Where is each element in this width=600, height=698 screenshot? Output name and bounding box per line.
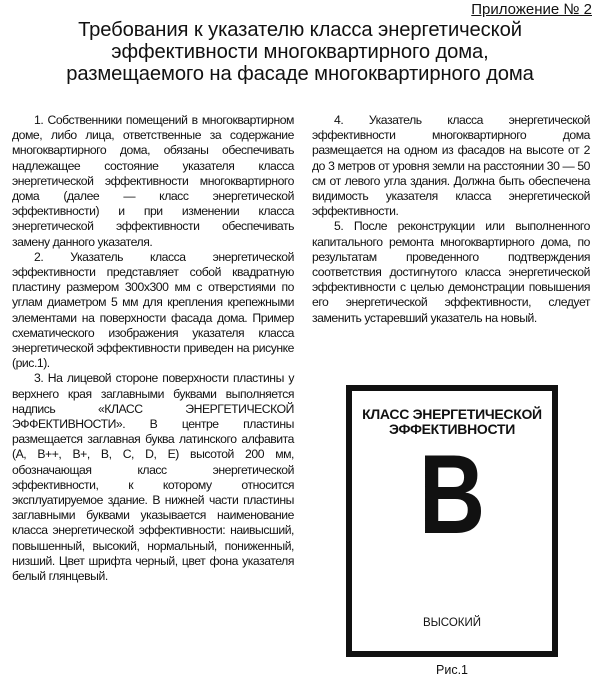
plate-heading-line: ЭФФЕКТИВНОСТИ: [389, 421, 515, 437]
class-name: ВЫСОКИЙ: [422, 617, 482, 629]
title-line: эффективности многоквартирного дома,: [111, 41, 489, 63]
energy-class-plate: [346, 385, 558, 657]
plate-heading-line: КЛАСС ЭНЕРГЕТИЧЕСКОЙ: [362, 406, 542, 422]
title-line: Требования к указателю класса энергетической: [78, 19, 522, 41]
right-column: [312, 113, 590, 326]
appendix-label: Приложение № 2: [471, 1, 592, 18]
figure-caption: Рис.1: [436, 663, 468, 677]
paragraph-1: 1. Собственники помещений в многоквартирном доме, либо лица, ответственные за содержание многоквартирного дома, обязаны обеспечивать надлежащее состояние указателя класса энергетической эффективности многоквартирного дома (далее — класс энергетической эффективности) и при изменении класса энергетической эффективности обеспечивать замену данного указателя.: [12, 113, 294, 249]
paragraph-5: 5. После реконструкции или выполненного капитального ремонта многоквартирного дома, по результатам проведенного подтверждения соответствия достигнутого класса энергетической эффективности с целью демонстрации повышения его энергетической эффективности, следует заменить устаревший указатель на новый.: [312, 219, 590, 325]
paragraph-4: 4. Указатель класса энергетической эффективности многоквартирного дома размещается на одном из фасадов на высоте от 2 до 3 метров от уровня земли на расстоянии 30 — 50 см от левого угла здания. Должна быть обеспечена видимость указателя класса энергетической эффективности.: [312, 113, 590, 219]
class-letter: B: [418, 432, 486, 557]
paragraph-3: 3. На лицевой стороне поверхности пластины у верхнего края заглавными буквами выполняется надпись «КЛАСС ЭНЕРГЕТИЧЕСКОЙ ЭФФЕКТИВНОСТИ». В центре пластины размещается заглавная буква латинского алфавита (A, B++, B+, B, C, D, E) высотой 200 мм, обозначающая класс энергетической эффективности, к которому относится эксплуатируемое здание. В нижней части пластины заглавными буквами указывается наименование класса энергетической эффективности: наивысший, повышенный, высокий, нормальный, пониженный, низший. Цвет шрифта черный, цвет фона указателя белый глянцевый.: [12, 371, 294, 584]
left-column: [12, 113, 294, 584]
title-line: размещаемого на фасаде многоквартирного дома: [66, 63, 534, 85]
paragraph-2: 2. Указатель класса энергетической эффективности представляет собой квадратную пластину размером 300х300 мм с отверстиями по углам диаметром 5 мм для крепления крепежными элементами на поверхности фасада дома. Пример схематического изображения указателя класса энергетической эффективности приведен на рисунке (рис.1).: [12, 249, 294, 371]
document-title: [8, 19, 592, 85]
